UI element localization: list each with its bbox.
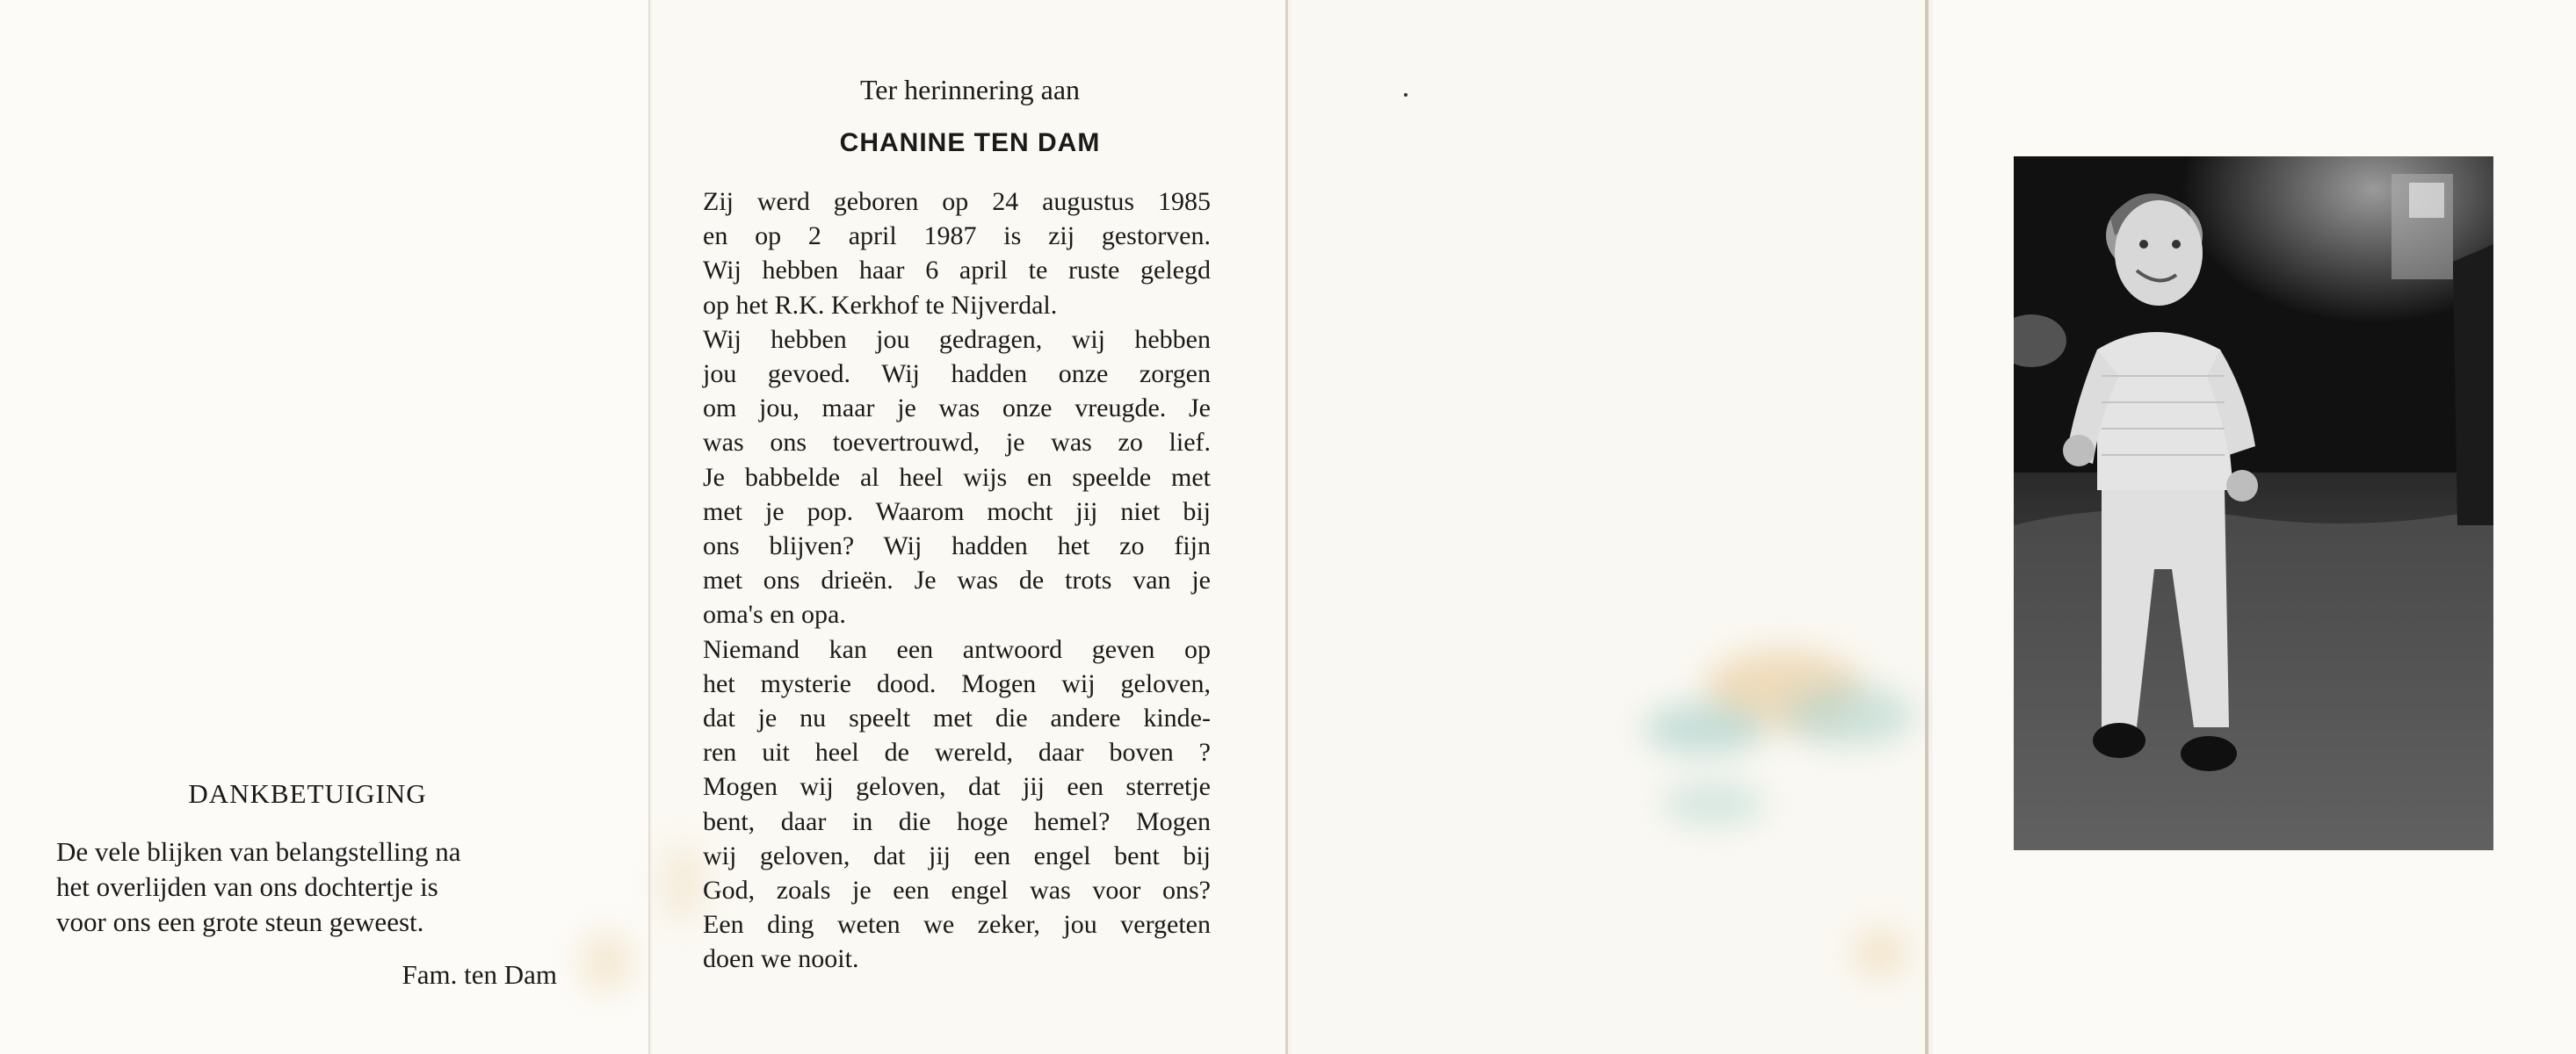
memorial-line: met ons drieën. Je was de trots van je	[703, 566, 1211, 596]
memorial-line: ren uit heel de wereld, daar boven ?	[703, 738, 1211, 768]
memorial-line: was ons toevertrouwd, je was zo lief.	[703, 428, 1211, 458]
memorial-line: doen we nooit.	[703, 944, 859, 974]
memorial-line: oma's en opa.	[703, 600, 846, 630]
paper-stain	[1784, 685, 1915, 747]
paper-stain	[580, 931, 633, 993]
deceased-name: CHANINE TEN DAM	[839, 128, 1101, 157]
paper-stain	[1854, 931, 1907, 975]
memorial-line: Zij werd geboren op 24 augustus 1985	[703, 187, 1211, 216]
memorial-line: op het R.K. Kerkhof te Nijverdal.	[703, 290, 1058, 320]
memorial-line: Mogen wij geloven, dat jij een sterretje	[703, 772, 1211, 802]
thanks-heading: DANKBETUIGING	[188, 778, 427, 809]
memorial-text	[703, 184, 1211, 977]
thanks-line: het overlijden van ons dochtertje is	[56, 871, 438, 902]
memorial-line: Wij hebben haar 6 april te ruste gelegd	[703, 256, 1211, 285]
family-signature: Fam. ten Dam	[402, 959, 557, 990]
memorial-line: God, zoals je een engel was voor ons?	[703, 876, 1211, 906]
memorial-line: Wij hebben jou gedragen, wij hebben	[703, 324, 1211, 354]
paper-stain	[661, 843, 705, 922]
memorial-line: het mysterie dood. Mogen wij geloven,	[703, 668, 1211, 698]
paper-stain	[1643, 703, 1766, 755]
thanks-line: voor ons een grote steun geweest.	[56, 906, 424, 937]
memorial-line: jou gevoed. Wij hadden onze zorgen	[703, 359, 1211, 389]
memorial-line: en op 2 april 1987 is zij gestorven.	[703, 221, 1211, 251]
child-photo-image	[2014, 156, 2493, 850]
remembrance-intro: Ter herinnering aan	[859, 74, 1081, 105]
memorial-line: dat je nu speelt met die andere kinde-	[703, 704, 1211, 733]
card-panel-blank	[1292, 0, 1928, 1054]
memorial-line: Je babbelde al heel wijs en speelde met	[703, 462, 1211, 492]
memorial-line: ons blijven? Wij hadden het zo fijn	[703, 531, 1211, 561]
memorial-line: om jou, maar je was onze vreugde. Je	[703, 393, 1211, 423]
card-panel-photo	[1933, 0, 2576, 1054]
memorial-line: Niemand kan een antwoord geven op	[703, 634, 1211, 664]
memorial-line: bent, daar in die hoge hemel? Mogen	[703, 806, 1211, 836]
card-panel-memorial	[652, 0, 1288, 1054]
memorial-line: met je pop. Waarom mocht jij niet bij	[703, 496, 1211, 526]
ink-speck	[1404, 93, 1407, 97]
child-photo	[2014, 156, 2493, 850]
thanks-text	[56, 834, 561, 940]
paper-stain	[1661, 782, 1766, 826]
card-panel-thanks	[0, 0, 650, 1054]
thanks-line: De vele blijken van belangstelling na	[56, 836, 461, 867]
memorial-line: wij geloven, dat jij een engel bent bij	[703, 841, 1211, 870]
memorial-line: Een ding weten we zeker, jou vergeten	[703, 910, 1211, 940]
